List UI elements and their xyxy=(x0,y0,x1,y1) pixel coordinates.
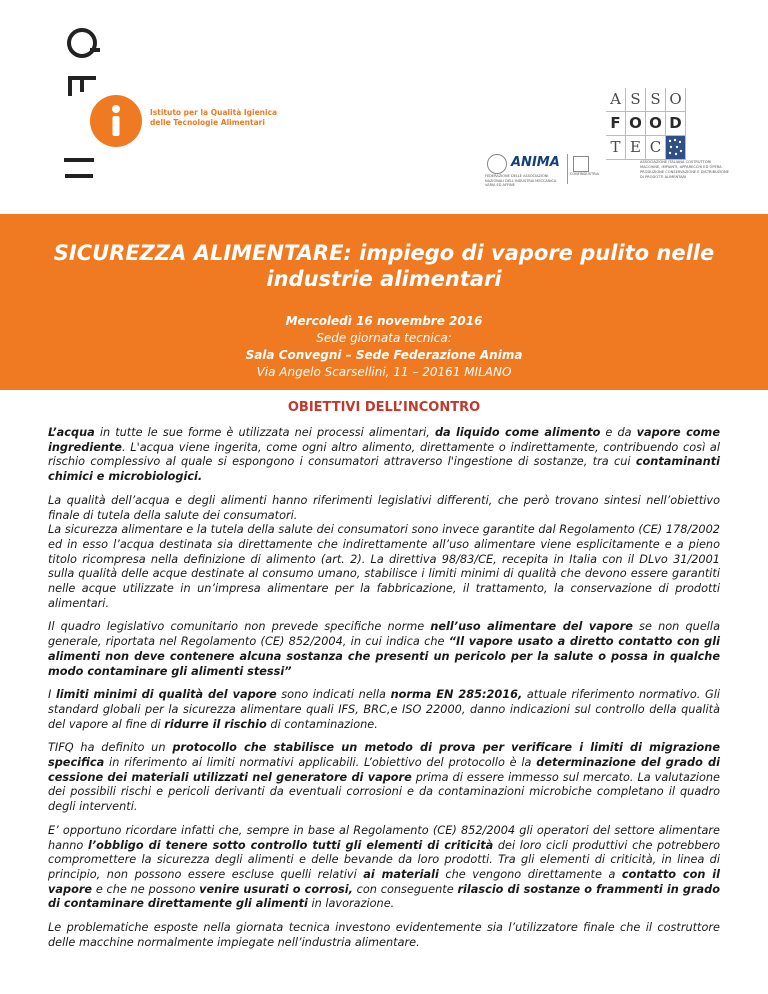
bold-text: contatto con il vapore xyxy=(48,867,720,896)
body-content xyxy=(48,426,720,960)
event-title xyxy=(40,240,728,292)
text-run: La sicurezza alimentare e la tutela della salute dei consumatori sono invece garantite dal Regolamento (CE) 178/2002 ed in esso l’acqua destinata sia direttamente che indirettamente all’uso alimentare viene esplicitamente e a pieno titolo ricompresa nella definizione di alimento (art. 2). La direttiva 98/83/CE, recepita in Italia con il DLvo 31/2001 sulla qualità delle acque destinate al consumo umano, stabilisce i limiti minimi di qualità che devono essere garantiti nelle acque utilizzate in un’impresa alimentare per la fabbricazione, il trattamento, la conservazione di prodotti alimentari. xyxy=(48,523,720,610)
tifq-tagline-line1: Istituto per la Qualità Igienica xyxy=(150,108,278,117)
paragraph xyxy=(48,494,720,612)
bold-text: limiti minimi di qualità del vapore xyxy=(55,688,277,702)
bold-text: nell’uso alimentare del vapore xyxy=(430,620,633,634)
asso-letter: O xyxy=(666,88,686,112)
paragraph xyxy=(48,426,720,485)
asso-letter: A xyxy=(606,88,626,112)
confindustria-label: CONFINDUSTRIA xyxy=(570,172,599,176)
bold-text: contaminanti chimici e microbiologici. xyxy=(48,455,720,484)
bold-text: ai materiali xyxy=(363,867,439,881)
asso-letter: F xyxy=(606,112,626,136)
asso-star-cell xyxy=(666,136,686,160)
bold-text: l’obbligo di tenere sotto controllo tutti gli elementi di criticità xyxy=(87,838,494,852)
text-run: dei loro cicli produttivi che potrebbero compromettere la sicurezza degli alimenti e delle bevande da loro prodotti. Tra gli elementi di criticità, in linea di principio, non possono essere escluse quelli relativi xyxy=(48,838,720,881)
text-run: in riferimento ai limiti normativi applicabili. L’obiettivo del protocollo è la xyxy=(104,756,537,770)
text-run: sono indicati nella xyxy=(276,688,391,702)
logo-divider xyxy=(567,154,568,184)
text-run: prima di essere immesso sul mercato. La valutazione dei possibili rischi e pericoli derivanti da eventuali corrosioni e da contaminazioni microbiche completano il quadro degli interventi. xyxy=(48,770,720,814)
section-title: OBIETTIVI DELL’INCONTRO xyxy=(287,400,481,415)
event-title-line2: industrie alimentari xyxy=(266,267,502,291)
bold-text: norma EN 285:2016, xyxy=(390,688,523,702)
info-i-icon xyxy=(90,95,142,147)
event-title-line1: SICUREZZA ALIMENTARE: impiego di vapore pulito nelle xyxy=(53,241,715,265)
asso-letter: C xyxy=(646,136,666,160)
text-run: con conseguente xyxy=(352,882,458,896)
text-run: in lavorazione. xyxy=(307,897,395,911)
bold-text: L’acqua xyxy=(48,426,95,439)
text-run: Il quadro legislativo comunitario non prevede specifiche norme xyxy=(48,620,431,634)
text-run: e che ne possono xyxy=(92,882,200,896)
event-venue-name: Sala Convegni – Sede Federazione Anima xyxy=(245,348,523,362)
asso-letter: O xyxy=(646,112,666,136)
assofoodtec-logo xyxy=(606,88,688,160)
tifq-tagline-line2: delle Tecnologie Alimentari xyxy=(150,118,265,127)
text-run: . L'acqua viene ingerita, come ogni altro alimento, direttamente o indirettamente, contribuendo così al rischio complessivo al quale si espongono i consumatori attraverso l'ingestione di sostanze, tra cui xyxy=(48,440,720,469)
paragraph xyxy=(48,741,720,815)
bold-text: “Il vapore usato a diretto contatto con gli alimenti non deve contenere alcuna sostanza che presenti un pericolo per la salute o possa in qualche modo contaminare gli alimenti stessi” xyxy=(48,635,720,678)
text-run: E’ opportuno ricordare infatti che, sempre in base al Regolamento (CE) 852/2004 gli operatori del settore alimentare hanno xyxy=(48,823,720,852)
anima-logo xyxy=(483,152,643,188)
text-run: La qualità dell’acqua e degli alimenti hanno riferimenti legislativi differenti, che però trovano sintesi nell’obiettivo finale di tutela della salute dei consumatori. xyxy=(48,493,720,522)
bold-text: vapore come ingrediente xyxy=(48,426,720,454)
asso-letter: T xyxy=(606,136,626,160)
assofoodtec-caption: ASSOCIAZIONE ITALIANA COSTRUTTORI MACCHINE, IMPIANTI, APPARECCHI ED OPERA PRODUZIONE CONSERVAZIONE E DISTRIBUZIONE DI PRODOTTI ALIMENTARI xyxy=(640,160,729,179)
bold-text: ridurre il rischio xyxy=(164,717,267,731)
text-run: se non quella generale, riportata nel Regolamento (CE) 852/2004, in cui indica che xyxy=(48,620,720,649)
stars-icon xyxy=(666,136,685,159)
event-address: Via Angelo Scarsellini, 11 – 20161 MILANO xyxy=(256,365,512,379)
anima-seal-icon xyxy=(487,154,507,174)
text-run: TIFQ ha definito un xyxy=(48,741,173,755)
tifq-i-circle xyxy=(90,95,142,147)
confindustria-icon xyxy=(573,156,589,172)
bold-text: determinazione del grado di cessione dei materiali utilizzati nel generatore di vapore xyxy=(48,756,720,784)
anima-subtitle: FEDERAZIONE DELLE ASSOCIAZIONI NAZIONALI DELL'INDUSTRIA MECCANICA VARIA ED AFFINE xyxy=(485,174,557,187)
bold-text: protocollo che stabilisce un metodo di prova per verificare i limiti di migrazione specifica xyxy=(48,741,720,770)
text-run: Le problematiche esposte nella giornata tecnica investono evidentemente sia l’utilizzatore finale che il costruttore delle macchine normalmente impiegate nell’industria alimentare. xyxy=(48,921,720,949)
anima-wordmark: ANIMA xyxy=(511,155,560,170)
text-run: I xyxy=(48,688,56,702)
bold-text: venire usurati o corrosi, xyxy=(199,882,353,896)
asso-letter: E xyxy=(626,136,646,160)
text-run: in tutte le sue forme è utilizzata nei processi alimentari, xyxy=(94,426,435,439)
asso-letter: S xyxy=(646,88,666,112)
paragraph xyxy=(48,688,720,732)
event-banner xyxy=(0,214,768,390)
event-date: Mercoledì 16 novembre 2016 xyxy=(285,314,483,328)
paragraph xyxy=(48,824,720,912)
paragraph xyxy=(48,921,720,950)
bold-text: da liquido come alimento xyxy=(434,426,601,439)
asso-letter: D xyxy=(666,112,686,136)
text-run: di contaminazione. xyxy=(266,717,378,731)
tifq-tagline xyxy=(150,108,277,128)
text-run: che vengono direttamente a xyxy=(438,867,622,881)
paragraph xyxy=(48,620,720,679)
bold-text: rilascio di sostanze o frammenti in grado di contaminare direttamente gli alimenti xyxy=(48,882,720,911)
asso-letter: S xyxy=(626,88,646,112)
text-run: e da xyxy=(600,426,637,439)
asso-letter: O xyxy=(626,112,646,136)
text-run: attuale riferimento normativo. Gli standard globali per la sicurezza alimentare quali IFS, BRC,e ISO 22000, danno indicazioni sul controllo della qualità del vapore al fine di xyxy=(48,688,721,731)
event-venue-label: Sede giornata tecnica: xyxy=(316,331,452,345)
